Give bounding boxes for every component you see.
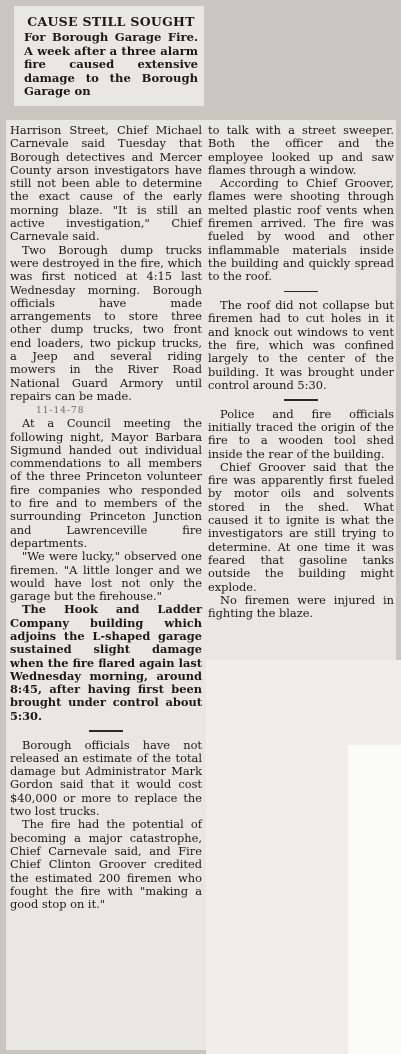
lead-paragraph: For Borough Garage Fire. A week after a three alarm fire caused extensive damage to the Borough Garage on — [24, 30, 198, 99]
paragraph: No firemen were injured in fighting the blaze. — [208, 592, 394, 621]
paragraph: The roof did not collapse but firemen had to cut holes in it and knock out windows to vent the fire, which was confined largely to the center of the building. It was brought under control around 5:30. — [208, 298, 394, 392]
paragraph: Two Borough dump trucks were destroyed in the fire, which was first noticed at 4:15 last Wednesday morning. Borough officials have made arrangements to store three other dump trucks, two front end loaders, two pickup trucks, a Jeep and several riding mowers in the River Road National Guard Armory until repairs can be made. — [10, 242, 202, 403]
paragraph: The Hook and Ladder Company building which adjoins the L-shaped garage sustained slight damage when the fire flared again last Wednesday morning, around 8:45, after having first been brought under control about 5:30. — [10, 602, 202, 723]
left-column — [6, 120, 206, 1050]
paragraph: to talk with a street sweeper. Both the officer and the employee looked up and saw flames through a window. — [208, 123, 394, 177]
paragraph: The fire had the potential of becoming a major catastrophe, Chief Carnevale said, and Fire Chief Clinton Groover credited the estimated 200 firemen who fought the fire with "making a good stop on it." — [10, 817, 202, 912]
right-column — [206, 120, 396, 660]
paragraph: Borough officials have not released an estimate of the total damage but Administrator Mark Gordon said that it would cost $40,000 or more to replace the two lost trucks. — [10, 737, 202, 819]
paragraph: Chief Groover said that the fire was apparently first fueled by motor oils and solvents stored in the shed. What caused it to ignite is what the investigators are still trying to determine. At one time it was feared that gasoline tanks outside the building might explode. — [208, 459, 394, 594]
headline: CAUSE STILL SOUGHT — [27, 14, 195, 29]
section-divider — [284, 291, 318, 293]
date-stamp: 11-14-78 — [36, 406, 85, 417]
paragraph: According to Chief Groover, flames were shooting through melted plastic roof vents when firemen arrived. The fire was fueled by wood and other inflammable materials inside the building and quickly spread to the roof. — [208, 176, 394, 284]
headline-block — [14, 6, 204, 106]
white-page-margin — [348, 745, 401, 1054]
section-divider — [284, 399, 318, 401]
paragraph: Harrison Street, Chief Michael Carnevale said Tuesday that Borough detectives and Mercer County arson investigators have still not been able to determine the exact cause of the early morning blaze. "It is still an active investigation," Chief Carnevale said. — [10, 123, 202, 244]
paragraph: "We were lucky," observed one firemen. "A little longer and we would have lost not only the garage but the firehouse." — [10, 549, 202, 604]
paragraph: Police and fire officials initially traced the origin of the fire to a wooden tool shed inside the rear of the building. — [208, 406, 394, 461]
paragraph: At a Council meeting the following night, Mayor Barbara Sigmund handed out individual commendations to all members of the three Princeton volunteer fire companies who responded to fire and to members of the surrounding Princeton Junction and Lawrenceville fire departments. — [10, 416, 202, 550]
section-divider — [89, 730, 123, 732]
